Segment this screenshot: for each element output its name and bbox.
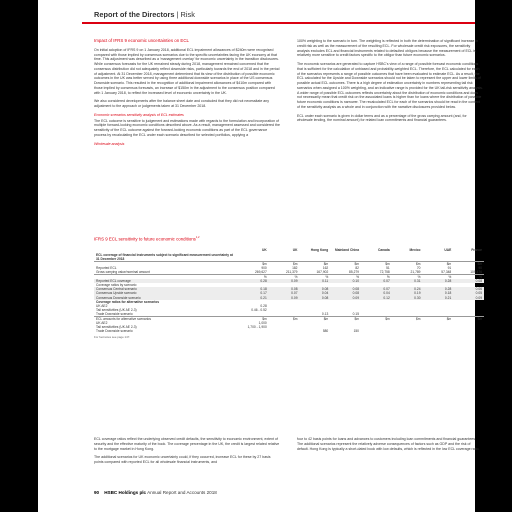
table-cell: 0.31	[392, 279, 423, 283]
table-cell	[392, 329, 423, 333]
table-cell: $m	[361, 261, 392, 266]
table-cell	[453, 253, 484, 262]
paragraph: The ECL outcome is sensitive to judgement and estimations made with regards to the formulation and incorporation of multiple forward-looking economic conditions described above. As a result, management assessed and considered the sensitivity of the ECL outcome against the forward-looking economic conditions as part of the ECL governance process by recalculating the ECL under each scenario described for selected portfolios, applying a	[94, 118, 280, 137]
table-cell: 580	[322, 329, 329, 334]
table-cell: $m	[269, 316, 300, 321]
table-cell: $m	[300, 316, 331, 321]
section-heading: Impact of IFRS 9 economic uncertainties on ECL	[94, 38, 189, 43]
table-cell: 0.07	[361, 279, 392, 283]
table-cell: %	[423, 275, 454, 280]
table-cell: $m	[300, 261, 331, 266]
table-cell: 0.07	[361, 287, 392, 291]
table-cell: 162	[322, 265, 329, 270]
table-cell: 211,379	[285, 269, 298, 274]
table-cell: 0.28	[260, 303, 267, 308]
table-cell: 0.10	[330, 279, 361, 283]
table-cell	[453, 329, 484, 333]
table-cell: 0.46 - 0.52	[251, 307, 267, 312]
header-section: Risk	[180, 10, 195, 19]
table-cell: $m	[392, 261, 423, 266]
table-cell: 0.28	[423, 287, 454, 291]
table-column-header: Mexico	[409, 248, 421, 253]
paragraph: 100% weighting to the scenario in turn. The weighting is reflected in both the determination of significant increase in credit risk as well as the measurement of the resulting ECL. For wholesale credit risk exposures, the sensitivity analysis excludes ECL and financial instruments related to defaulted obligors because the measurement of ECL is relatively more sensitive to credit factors specific to the obligor than future economic scenarios.	[297, 39, 479, 58]
paragraph: The additional scenarios for UK economic uncertainty could, if they occurred, increase ECL for these by 27 basis points compared with reported ECL for all wholesale financial instruments, and	[94, 455, 271, 464]
table-cell: 0.28	[423, 279, 454, 283]
table-cell: $m	[392, 316, 423, 321]
table-cell: 82	[355, 265, 359, 270]
subheading: Economic scenarios sensitivity analysis of ECL estimates	[94, 112, 184, 117]
page-header	[94, 10, 195, 19]
row-label: Reported ECL	[96, 265, 117, 270]
row-label: Trade Downside scenario	[96, 329, 133, 334]
table-cell	[300, 253, 331, 262]
table-cell: $m	[423, 316, 454, 321]
right-column	[297, 39, 483, 127]
page-footer	[94, 490, 217, 495]
table-cell: 0.06	[453, 287, 484, 291]
table-cell: 0.05	[453, 291, 484, 295]
table-cell	[423, 253, 454, 262]
table-cell: $m	[269, 261, 300, 266]
row-label: Consensus Downside scenario	[94, 296, 238, 300]
table-cell: $m	[238, 261, 269, 266]
table-cell: 1,000	[258, 321, 267, 326]
table-cell: $m	[423, 261, 454, 266]
table-cell: 150	[353, 329, 359, 334]
table-cell: %	[238, 275, 269, 280]
row-label: Tail sensitivities (UK AE 2-3)	[96, 325, 137, 330]
table-cell: 0.21	[238, 296, 269, 300]
table-cell: 0.08	[453, 279, 484, 283]
bottom-right-column	[297, 437, 483, 455]
table-cell: 0.12	[361, 296, 392, 300]
table-cell: 1,700 - 1,900	[247, 325, 267, 330]
paragraph: ECL coverage ratios reflect the underlying observed credit defaults, the sensitivity to economic environment, extent of security and the effective maturity of the book. The coverage percentage in the UK, the credit is largest related relative to the mortgage market in Hong Kong.	[94, 437, 280, 451]
table-cell: 72,758	[379, 269, 390, 274]
table-cell: %	[453, 275, 484, 280]
table-cell: 0.08	[269, 287, 300, 291]
table-cell: $m	[238, 316, 269, 321]
table-cell: 0.24	[392, 287, 423, 291]
table-cell: 0.08	[300, 296, 331, 300]
table-cell: 0.04	[300, 291, 331, 295]
table-cell: $m	[453, 316, 484, 321]
table-cell: 0.18	[423, 291, 454, 295]
table-title	[94, 236, 484, 241]
table-cell: 182	[292, 265, 298, 270]
table-cell: 57,348	[441, 269, 452, 274]
data-table	[94, 248, 484, 333]
row-label: ECL amounts for alternative scenarios	[94, 316, 238, 321]
table-cell	[238, 253, 269, 262]
table-title-sup: 1,2	[195, 236, 200, 239]
table-cell: 900	[261, 265, 267, 270]
table-cell: 0.13	[321, 311, 329, 316]
table-cell: $m	[330, 261, 361, 266]
table-cell: 0.19	[392, 291, 423, 295]
table-cell	[392, 253, 423, 262]
table-cell	[361, 253, 392, 262]
header-divider: |	[176, 10, 181, 19]
row-label: Consensus Central scenario	[94, 287, 238, 291]
table-column-header: Canada	[378, 248, 390, 253]
table-cell: $m	[453, 261, 484, 266]
table-cell	[238, 329, 269, 333]
row-label: UK AE2	[96, 303, 108, 308]
page-number: 90	[94, 490, 100, 495]
table-cell: $m	[330, 316, 361, 321]
table-cell: 0.15	[352, 311, 359, 316]
table-cell: 0.08	[330, 291, 361, 295]
table-cell: 0.21	[423, 296, 454, 300]
table-column-header: UK	[292, 248, 298, 253]
table-column-header: Mainland China	[334, 248, 359, 253]
row-label: ECL coverage of financial instruments subject to significant measurement uncertainty at 31 December 2018	[96, 252, 233, 261]
row-label: Gross carrying value/nominal amount	[96, 269, 150, 274]
table-cell: %	[300, 275, 331, 280]
table-cell: 21,789	[410, 269, 421, 274]
row-label: Reported ECL coverage	[94, 279, 238, 283]
table-cell: 167,902	[316, 269, 329, 274]
table-cell: 0.07	[269, 291, 300, 295]
table-cell: %	[330, 275, 361, 280]
report-page	[38, 0, 483, 512]
table-cell: 0.18	[238, 287, 269, 291]
table-cell: 0.30	[392, 296, 423, 300]
table-cell: 0.09	[269, 296, 300, 300]
table-cell: 91	[447, 265, 452, 270]
table-cell: %	[361, 275, 392, 280]
table-footnote: For footnotes see page 147.	[94, 335, 131, 340]
table-cell: 90	[478, 265, 482, 270]
table-cell: 70	[416, 265, 421, 270]
table-cell: 0.09	[453, 296, 484, 300]
table-cell: %	[392, 275, 423, 280]
table-cell	[361, 329, 392, 333]
bottom-left-column	[94, 437, 280, 469]
header-title: Report of the Directors	[94, 10, 175, 19]
table-cell: %	[269, 275, 300, 280]
table-cell: 0.28	[238, 279, 269, 283]
table-column-header: UAE	[444, 248, 452, 253]
table-cell: 269,627	[255, 269, 267, 274]
table-cell	[330, 253, 361, 262]
table-cell: 0.08	[330, 287, 361, 291]
footer-doc: Annual Report and Accounts 2018	[147, 490, 217, 495]
table-cell: $m	[361, 316, 392, 321]
ecl-sensitivity-table	[94, 236, 484, 339]
table-cell: 0.04	[361, 291, 392, 295]
table-row	[94, 253, 484, 262]
table-cell	[269, 329, 300, 333]
row-label: Tail sensitivities (UK AE 2-3)	[96, 307, 137, 312]
table-cell: 0.11	[300, 279, 331, 283]
table-column-header: UK	[262, 248, 267, 253]
row-label: Coverage ratios for alternative scenarios	[96, 299, 160, 304]
row-label: Coverage ratios by scenario	[96, 283, 137, 288]
table-cell: 51	[386, 265, 390, 270]
table-cell	[423, 329, 454, 333]
row-label: Trade Downside scenario	[96, 311, 133, 316]
paragraph: On initial adoption of IFRS 9 on 1 January 2018, additional ECL impairment allowances of $240m were recognised compared with those implied by consensus scenarios due to the specific uncertainties facing the UK economy at that time. This adjustment was described as a 'management overlay' for economic uncertainty in the transition disclosures. While consensus forecasts for the UK remained steady during 2018, management remained concerned that the consensus distribution did not adequately reflect downside risks, particularly towards the end of 2018 and in the period of adjustment. At 31 December 2018, management determined that its view of the distribution of possible economic outcomes in the UK was better served by using three additional downside scenarios in place of the US consensus Downside scenario. This resulted in the recognition of additional impairment allowances of $410m compared with those implied by consensus forecasts, an increase of $150m in the adjustment to the consensus position compared with 1 January 2018, to reflect the increased level of economic uncertainty in the UK.	[94, 47, 280, 95]
table-cell: 85,279	[349, 269, 359, 274]
header-rule	[82, 22, 475, 24]
table-cell: 0.09	[269, 279, 300, 283]
table-cell	[269, 253, 300, 262]
paragraph: The economic scenarios are generated to capture HSBC's view of a range of possible forecast economic conditions that is sufficient for the calculation of unbiased and probability-weighted ECL. Therefore, the ECL calculated for each of the scenarios represents a range of possible outcomes that have been evaluated to estimate ECL. As a result, the ECL calculated for the Upside and Downside scenarios should not be taken to represent the upper and lower limits of possible actual ECL outcomes. There is a high degree of estimation uncertainty in numbers representing tail risk scenarios when assigned a 100% weighting, and an indicative range is provided for the UK tail-risk sensitivity analysis. A wider range of possible ECL outcomes reflects uncertainty about the distribution of economic conditions and does not necessarily mean that credit risk on the associated loans is higher than for loans where the distribution of possible future economic conditions is narrower. The recalculated ECL for each of the scenarios should be read in the context of the sensitivity analysis as a whole and in conjunction with the narrative disclosures provided below.	[297, 62, 483, 109]
table-cell: 0.08	[300, 287, 331, 291]
table-cell: 0.09	[330, 296, 361, 300]
table-title-text: IFRS 9 ECL sensitivity to future economic conditions	[94, 236, 196, 242]
footer-org: HSBC Holdings plc	[104, 490, 147, 495]
table-column-header: France	[471, 248, 482, 253]
table-cell: 0.17	[238, 291, 269, 295]
left-column	[94, 39, 280, 150]
wholesale-analysis-link[interactable]: Wholesale analysis	[94, 141, 125, 146]
table-cell: 109,476	[470, 269, 482, 274]
paragraph: We also considered developments after the balance sheet date and concluded that they did not necessitate any adjustment to the approach or judgements taken at 31 December 2018.	[94, 99, 270, 108]
table-column-header: Hong Kong	[310, 248, 329, 253]
table-row	[94, 329, 484, 333]
row-label: UK AE2	[96, 321, 108, 326]
paragraph: ECL under each scenario is given in dollar terms and as a percentage of the gross carrying amount (and, for wholesale lending, the nominal amount) for related loan commitments and financial guarantees.	[297, 113, 467, 123]
table-body	[94, 253, 484, 334]
paragraph: four to 42 basis points for loans and advances to customers including loan commitments and financial guarantees. The additional scenarios represent the relatively adverse consequences of factors such as GDP and the risk of default. Hong Kong is typically a short-dated book with low defaults, which is reflected in the low ECL coverage ratio.	[297, 437, 480, 451]
row-label: Consensus Upside scenario	[94, 291, 238, 295]
